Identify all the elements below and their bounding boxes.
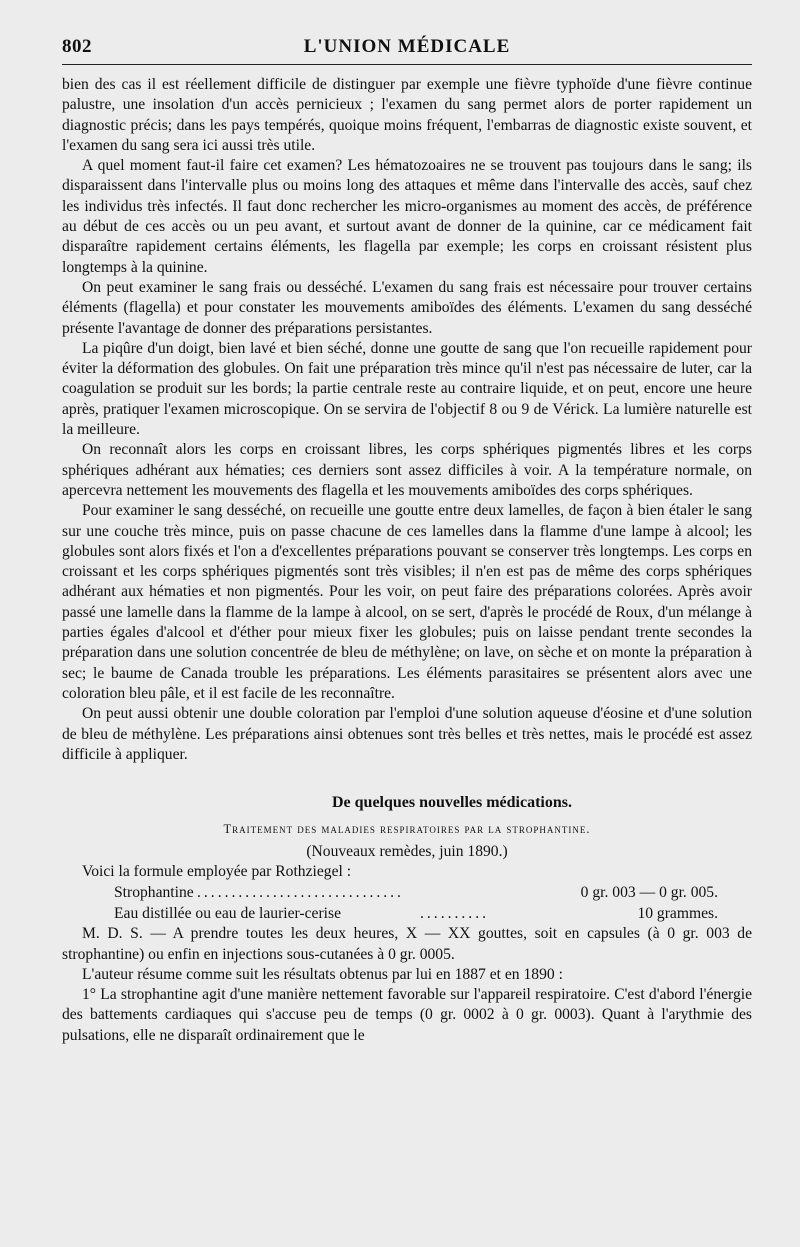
- prescription-dose: 10 grammes.: [637, 905, 718, 923]
- leader-dots: ..........: [420, 905, 489, 923]
- formula-intro: Voici la formule employée par Rothziegel :: [82, 862, 352, 880]
- paragraph: On peut examiner le sang frais ou desséché. L'examen du sang frais est nécessaire pour trouver certains éléments (flagella) et pour constater les mouvements amiboïdes des éléments. L'examen du sang desséché présente l'avantage de donner des préparations persistantes.: [62, 278, 752, 337]
- paragraph: Pour examiner le sang desséché, on recueille une goutte entre deux lamelles, de façon à bien étaler le sang sur une couche très mince, puis on passe chacune de ces lamelles dans la flamme d'une lampe à alcool; les globules sont alors fixés et l'on a d'excellentes préparations pouvant se conserver très longtemps. Les corps en croissant et les corps sphériques pigmentés sont très visibles; il n'en est pas de même des corps sphériques adhérant aux hématies et non pigmentés. Pour les voir, on peut faire des préparations colorées. Après avoir passé une lamelle dans la flamme de la lampe à alcool, on se sert, d'après le procédé de Roux, d'un mélange à parties égales d'alcool et d'éther pour mieux fixer les globules; puis on laisse pendant trente secondes la préparation dans une solution concentrée de bleu de méthylène; on lave, on sèche et on monte la préparation à sec; le baume de Canada trouble les préparations. Les éléments parasitaires se présentent alors avec une coloration bleu pâle, et il est facile de les reconnaître.: [62, 502, 752, 702]
- prescription-line: [62, 903, 752, 924]
- paragraph: A quel moment faut-il faire cet examen? Les hématozoaires ne se trouvent pas toujours dans le sang; ils disparaissent dans l'intervalle plus ou moins long des attaques et même dans l'intervalle des accès, sauf chez les individus très infectés. Il faut donc rechercher les micro-organismes au moment des accès, de préférence au début de ces accès ou un peu avant, et surtout avant de donner de la quinine, car ce médicament fait disparaître rapidement certains éléments, les flagella par exemple; les corps en croissant résistent plus longtemps à la quinine.: [62, 157, 752, 276]
- subsection-title: Traitement des maladies respiratoires par la strophantine.: [223, 822, 591, 837]
- prescription-ingredient: Eau distillée ou eau de laurier-cerise: [114, 905, 341, 923]
- article-body: [62, 75, 752, 1046]
- paragraph: La piqûre d'un doigt, bien lavé et bien séché, donne une goutte de sang que l'on recueille rapidement pour éviter la déformation des globules. On fait une préparation très mince qu'il n'est pas nécessaire de luter, car la coagulation se produit sur les bords; la partie centrale reste au contraire liquide, et on peut, encore une heure après, pratiquer l'examen microscopique. On se servira de l'objectif 8 ou 9 de Vérick. La lumière naturelle est la meilleure.: [62, 339, 752, 439]
- source-citation: (Nouveaux remèdes, juin 1890.): [306, 842, 508, 860]
- paragraph: M. D. S. — A prendre toutes les deux heures, X — XX gouttes, soit en capsules (à 0 gr. 003 de strophantine) ou enfin en injections sous-cutanées à 0 gr. 0005.: [62, 925, 752, 963]
- page-number: 802: [62, 36, 92, 57]
- paragraph: L'auteur résume comme suit les résultats obtenus par lui en 1887 et en 1890 :: [82, 965, 563, 983]
- prescription-line: [62, 882, 752, 903]
- section-title: De quelques nouvelles médications.: [331, 794, 572, 812]
- paragraph: bien des cas il est réellement difficile de distinguer par exemple une fièvre typhoïde d'une fièvre continue palustre, une insolation d'un accès pernicieux ; l'examen du sang permet alors de porter rapidement un diagnostic précis; dans les pays tempérés, quoique moins fréquent, l'embarras de diagnostic existe souvent, et l'examen du sang sera ici aussi très utile.: [62, 76, 752, 154]
- paragraph: On peut aussi obtenir une double coloration par l'emploi d'une solution aqueuse d'éosine et d'une solution de bleu de méthylène. Les préparations ainsi obtenues sont très belles et très nettes, mais le procédé est assez difficile à appliquer.: [62, 705, 752, 763]
- paragraph: 1° La strophantine agit d'une manière nettement favorable sur l'appareil respiratoire. C'est d'abord l'énergie des battements cardiaques qui s'accuse peu de temps (0 gr. 0002 à 0 gr. 0003). Quant à l'arythmie des pulsations, elle ne disparaît ordinairement que le: [62, 986, 752, 1044]
- paragraph: On reconnaît alors les corps en croissant libres, les corps sphériques pigmentés libres et les corps sphériques adhérant aux hématies; ces derniers sont assez difficiles à voir. A la température normale, on apercevra nettement les mouvements des flagella et les mouvements amiboïdes des corps sphériques.: [62, 441, 752, 499]
- prescription-dose: 0 gr. 003 — 0 gr. 005.: [580, 884, 718, 902]
- running-title: L'UNION MÉDICALE: [303, 36, 511, 57]
- prescription-ingredient: Strophantine: [114, 884, 194, 902]
- page-header: [62, 32, 752, 65]
- leader-dots: ..............................: [197, 884, 404, 902]
